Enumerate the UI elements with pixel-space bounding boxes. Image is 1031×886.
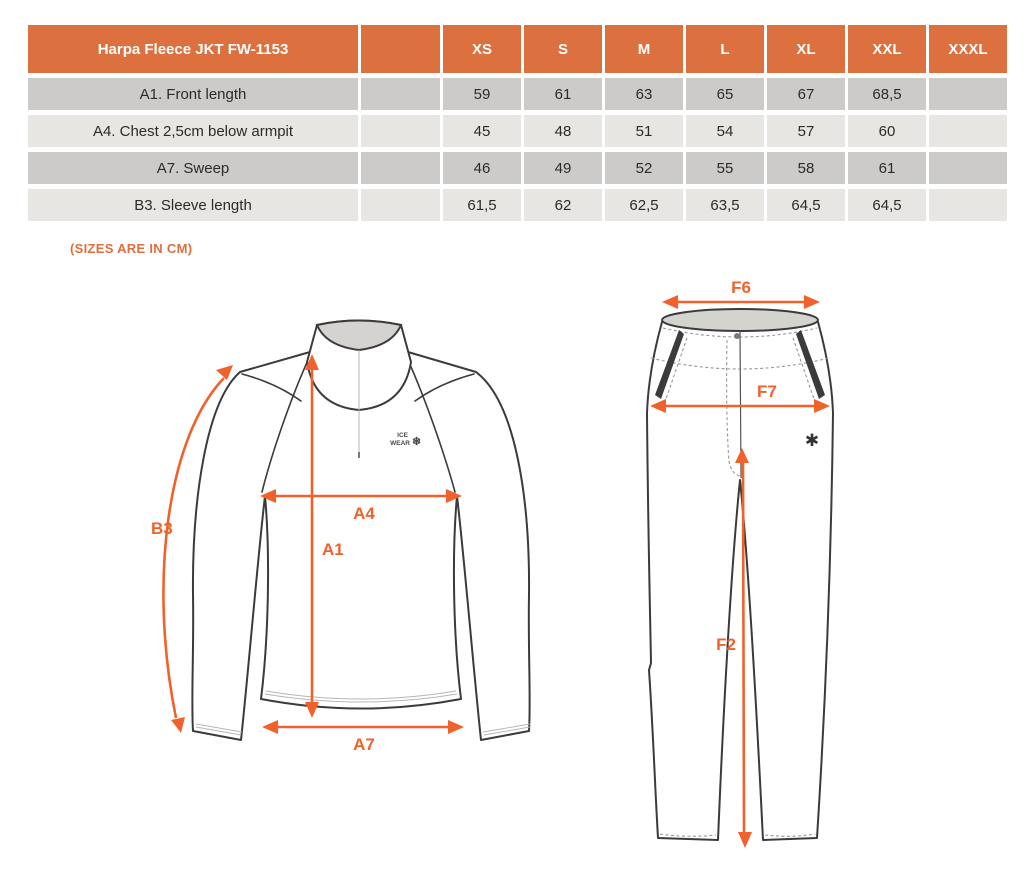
size-header-xs: XS	[443, 25, 521, 73]
a1-label: A1	[322, 540, 344, 559]
size-header-l: L	[686, 25, 764, 73]
value-cell: 60	[848, 115, 926, 147]
row-label: B3. Sleeve length	[28, 189, 358, 221]
value-cell: 68,5	[848, 78, 926, 110]
product-title: Harpa Fleece JKT FW-1153	[28, 25, 358, 73]
a7-arrowhead-left	[262, 720, 278, 734]
waist-button	[734, 333, 740, 339]
a4-label: A4	[353, 504, 375, 523]
table-row-sleeve-length	[28, 189, 1007, 221]
value-cell: 61	[848, 152, 926, 184]
f7-label: F7	[757, 382, 777, 401]
table-row-chest	[28, 115, 1007, 147]
value-cell: 48	[524, 115, 602, 147]
value-cell: 55	[686, 152, 764, 184]
value-cell: 67	[767, 78, 845, 110]
value-cell	[929, 152, 1007, 184]
size-header-xxxl: XXXL	[929, 25, 1007, 73]
spacer-cell	[361, 152, 440, 184]
b3-label: B3	[151, 519, 173, 538]
value-cell	[929, 189, 1007, 221]
f6-arrowhead-left	[662, 295, 678, 309]
a7-arrowhead-right	[448, 720, 464, 734]
brand-text-wear: WEAR	[390, 440, 410, 447]
value-cell: 65	[686, 78, 764, 110]
brand-snowflake-icon: ❄	[412, 436, 422, 448]
table-row-sweep	[28, 152, 1007, 184]
size-header-xl: XL	[767, 25, 845, 73]
a7-label: A7	[353, 735, 375, 754]
pants-waistband	[662, 309, 818, 331]
f6-arrowhead-right	[804, 295, 820, 309]
f2-arrowhead-bottom	[738, 832, 752, 848]
size-table	[25, 20, 1010, 226]
value-cell: 58	[767, 152, 845, 184]
spacer-cell	[361, 189, 440, 221]
value-cell	[929, 115, 1007, 147]
brand-text-ice: ICE	[397, 432, 408, 439]
value-cell: 64,5	[848, 189, 926, 221]
table-row-front-length	[28, 78, 1007, 110]
b3-arrowhead-bottom	[171, 717, 185, 733]
a1-arrowhead-bottom	[305, 702, 319, 718]
spacer-cell	[361, 78, 440, 110]
value-cell: 57	[767, 115, 845, 147]
pants-snowflake-icon: ✱	[804, 431, 820, 450]
row-label: A7. Sweep	[28, 152, 358, 184]
f2-label: F2	[716, 635, 736, 654]
value-cell: 61	[524, 78, 602, 110]
value-cell: 54	[686, 115, 764, 147]
value-cell: 59	[443, 78, 521, 110]
jacket-diagram	[140, 300, 590, 770]
value-cell: 52	[605, 152, 683, 184]
pants-diagram	[635, 278, 845, 868]
value-cell: 64,5	[767, 189, 845, 221]
value-cell: 49	[524, 152, 602, 184]
row-label: A4. Chest 2,5cm below armpit	[28, 115, 358, 147]
value-cell: 62,5	[605, 189, 683, 221]
value-cell: 46	[443, 152, 521, 184]
spacer-cell	[361, 115, 440, 147]
f6-label: F6	[731, 278, 751, 297]
sizes-unit-note: (SIZES ARE IN CM)	[70, 241, 193, 256]
value-cell: 61,5	[443, 189, 521, 221]
value-cell: 45	[443, 115, 521, 147]
size-header-m: M	[605, 25, 683, 73]
value-cell: 63	[605, 78, 683, 110]
b3-arrowhead-top	[216, 365, 233, 380]
size-header-s: S	[524, 25, 602, 73]
row-label: A1. Front length	[28, 78, 358, 110]
spacer-header-cell	[361, 25, 440, 73]
value-cell: 62	[524, 189, 602, 221]
value-cell	[929, 78, 1007, 110]
value-cell: 63,5	[686, 189, 764, 221]
size-table-header-row	[28, 25, 1007, 73]
f2-arrow	[743, 462, 744, 834]
size-header-xxl: XXL	[848, 25, 926, 73]
value-cell: 51	[605, 115, 683, 147]
